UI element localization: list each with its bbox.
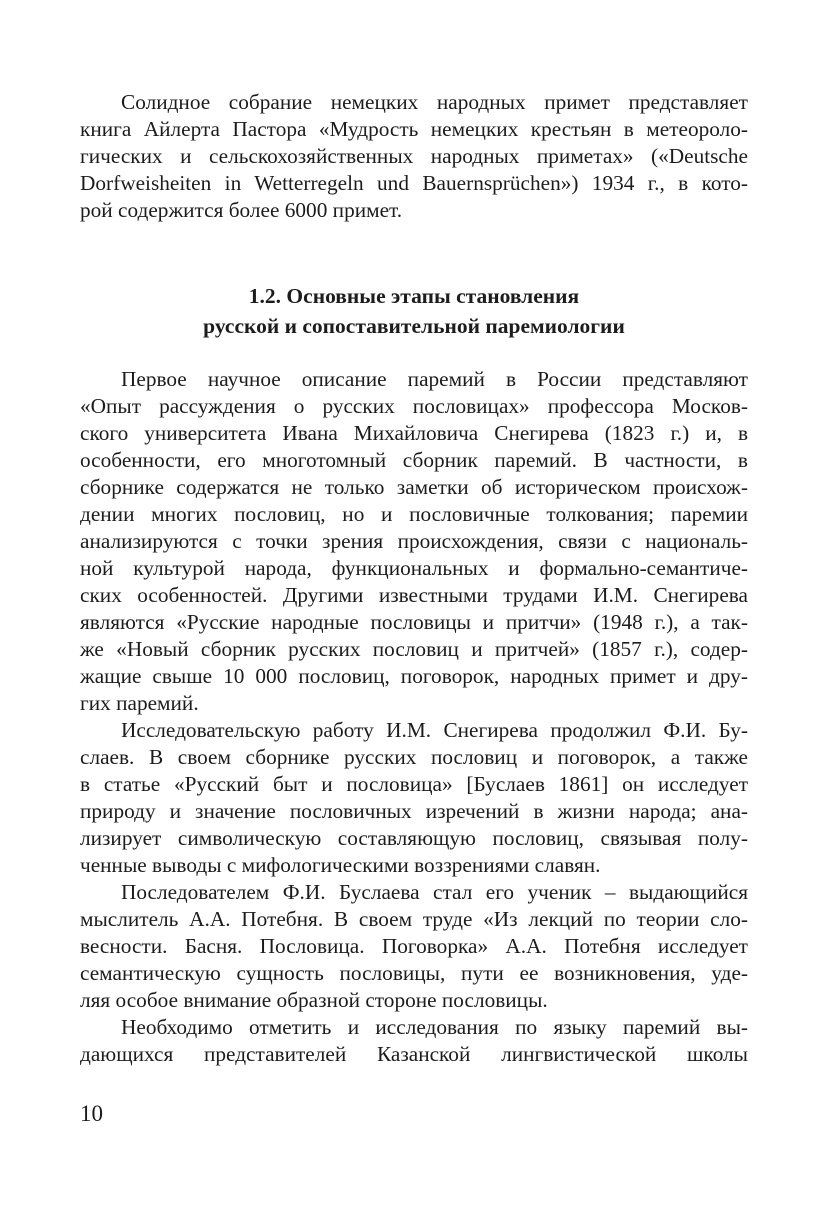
text-line: слаев. В своем сборнике русских пословиц и поговорок, а также — [80, 745, 748, 769]
text-line: ной культурой народа, функциональных и формально-семантиче- — [80, 556, 748, 580]
text-line: ченные выводы с мифологическими воззрениями славян. — [80, 853, 601, 877]
text-line: дении многих пословиц, но и пословичные толкования; паремии — [80, 502, 748, 526]
text-line: рой содержится более 6000 примет. — [80, 198, 403, 222]
text-line: ляя особое внимание образной стороне пословицы. — [80, 988, 548, 1012]
page-number: 10 — [80, 1101, 103, 1126]
text-line: лизирует символическую составляющую пословиц, связывая полу- — [80, 826, 748, 850]
text-line: же «Новый сборник русских пословиц и притчей» (1857 г.), содер- — [80, 637, 748, 661]
paragraph-potebnya — [80, 879, 748, 1014]
paragraph-buslaev — [80, 717, 748, 879]
text-line: анализируются с точки зрения происхождения, связи с националь- — [80, 529, 748, 553]
text-line: семантическую сущность пословицы, пути ее возникновения, уде- — [80, 961, 748, 985]
text-line: Первое научное описание паремий в России представляют — [121, 367, 748, 391]
body-text — [80, 366, 748, 1068]
text-line: являются «Русские народные пословицы и притчи» (1948 г.), а так- — [80, 610, 748, 634]
text-line: жащие свыше 10 000 пословиц, поговорок, народных примет и дру- — [80, 664, 748, 688]
text-line: мыслитель А.А. Потебня. В своем труде «Из лекций по теории сло- — [80, 907, 748, 931]
text-line: Dorfweisheiten in Wetterregeln und Bauernsprüchen») 1934 г., в кото- — [80, 171, 748, 195]
text-line: весности. Басня. Пословица. Поговорка» А.А. Потебня исследует — [80, 934, 748, 958]
text-line: сборнике содержатся не только заметки об историческом происхож- — [80, 475, 748, 499]
text-line: гических и сельскохозяйственных народных приметах» («Deutsche — [80, 144, 748, 168]
paragraph-kazan-school — [80, 1014, 748, 1068]
text-line: «Опыт рассуждения о русских пословицах» профессора Москов- — [80, 394, 748, 418]
section-heading — [80, 281, 748, 341]
text-line: ского университета Ивана Михайловича Снегирева (1823 г.) и, в — [80, 421, 748, 445]
text-line: Исследовательскую работу И.М. Снегирева продолжил Ф.И. Бу- — [121, 718, 748, 742]
section-heading-line-1: 1.2. Основные этапы становления — [248, 284, 580, 308]
intro-paragraph — [80, 89, 748, 224]
section-heading-line-2: русской и сопоставительной паремиологии — [203, 314, 625, 338]
text-line: Солидное собрание немецких народных примет представляет — [121, 90, 748, 114]
text-line: дающихся представителей Казанской лингвистической школы — [80, 1042, 748, 1066]
text-line: в статье «Русский быт и пословица» [Буслаев 1861] он исследует — [80, 772, 748, 796]
text-line: гих паремий. — [80, 691, 199, 715]
text-line: книга Айлерта Пастора «Мудрость немецких крестьян в метеороло- — [80, 117, 748, 141]
text-line: особенности, его многотомный сборник паремий. В частности, в — [80, 448, 748, 472]
text-line: Необходимо отметить и исследования по языку паремий вы- — [121, 1015, 748, 1039]
text-line: ских особенностей. Другими известными трудами И.М. Снегирева — [80, 583, 748, 607]
paragraph-snegirev — [80, 366, 748, 717]
text-line: природу и значение пословичных изречений в жизни народа; ана- — [80, 799, 748, 823]
text-line: Последователем Ф.И. Буслаева стал его ученик – выдающийся — [121, 880, 748, 904]
